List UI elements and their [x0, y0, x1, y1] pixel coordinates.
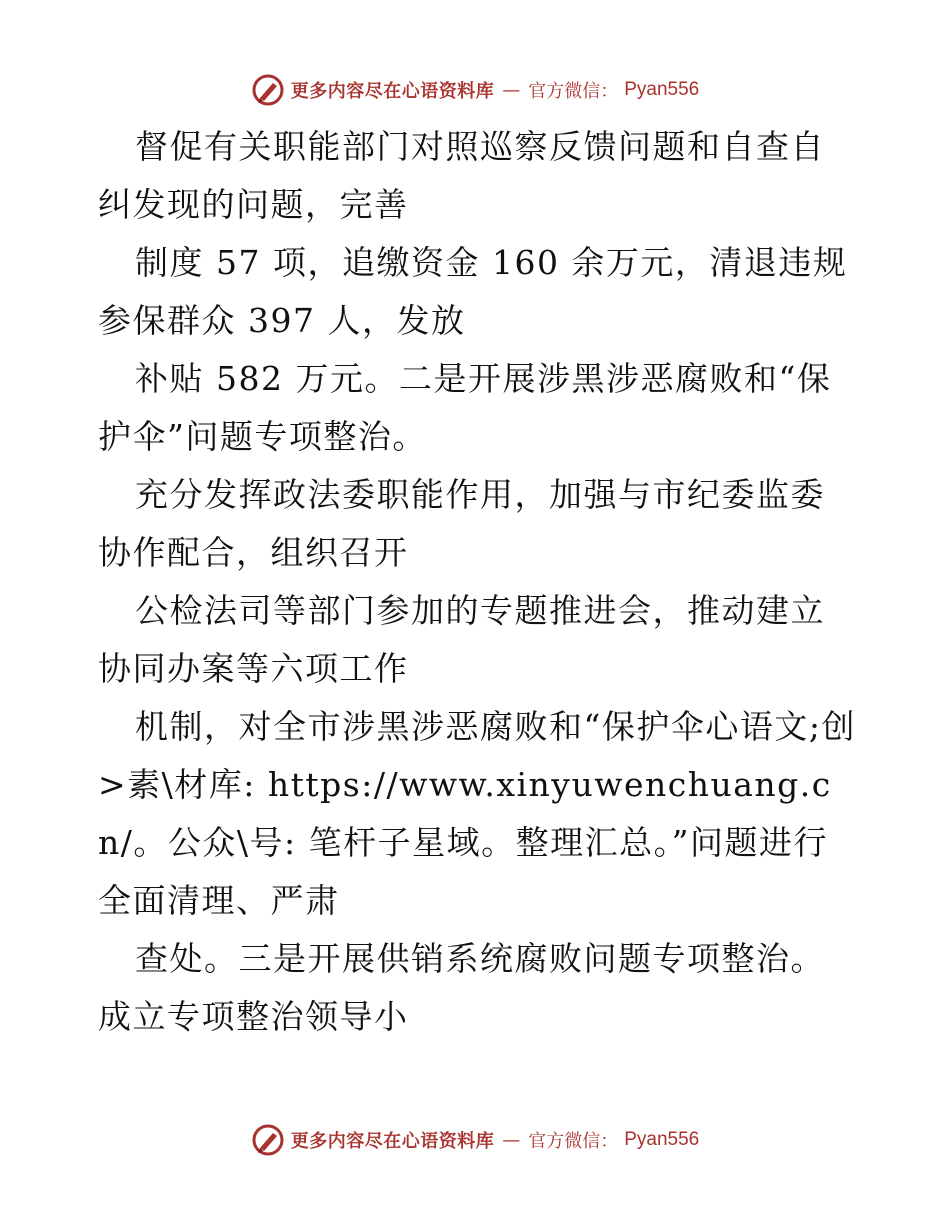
banner-main-text: 更多内容尽在心语资料库	[290, 1131, 495, 1152]
paragraph: 公检法司等部门参加的专题推进会，推动建立协同办案等六项工作	[98, 591, 825, 688]
banner-dash: —	[502, 79, 521, 101]
banner-wechat-label: 官方微信：	[528, 81, 619, 102]
banner-main-text: 更多内容尽在心语资料库	[290, 81, 495, 102]
banner-wechat-label: 官方微信：	[528, 1131, 619, 1152]
footer-banner	[0, 1120, 950, 1160]
paragraph: 督促有关职能部门对照巡察反馈问题和自查自纠发现的问题，完善	[98, 127, 825, 224]
banner-wechat-id: Pyan556	[624, 1129, 700, 1150]
paragraph: 机制，对全市涉黑涉恶腐败和“保护伞心语文;创>素\材库: https://www.xinyuwenchuang.cn/。公众\号: 笔杆子星域。整理汇总。”问题进行全面清理、严肃	[98, 707, 856, 920]
document-body	[98, 118, 858, 1046]
header-banner	[0, 70, 950, 110]
paragraph: 充分发挥政法委职能作用，加强与市纪委监委协作配合，组织召开	[98, 475, 825, 572]
paragraph: 制度 57 项，追缴资金 160 余万元，清退违规参保群众 397 人，发放	[98, 243, 848, 340]
banner-dash: —	[502, 1129, 521, 1151]
pen-logo-icon	[251, 1123, 285, 1157]
banner-wechat-id: Pyan556	[624, 79, 700, 100]
paragraph: 查处。三是开展供销系统腐败问题专项整治。成立专项整治领导小	[98, 939, 825, 1036]
pen-logo-icon	[251, 73, 285, 107]
paragraph: 补贴 582 万元。二是开展涉黑涉恶腐败和“保护伞”问题专项整治。	[98, 359, 832, 456]
